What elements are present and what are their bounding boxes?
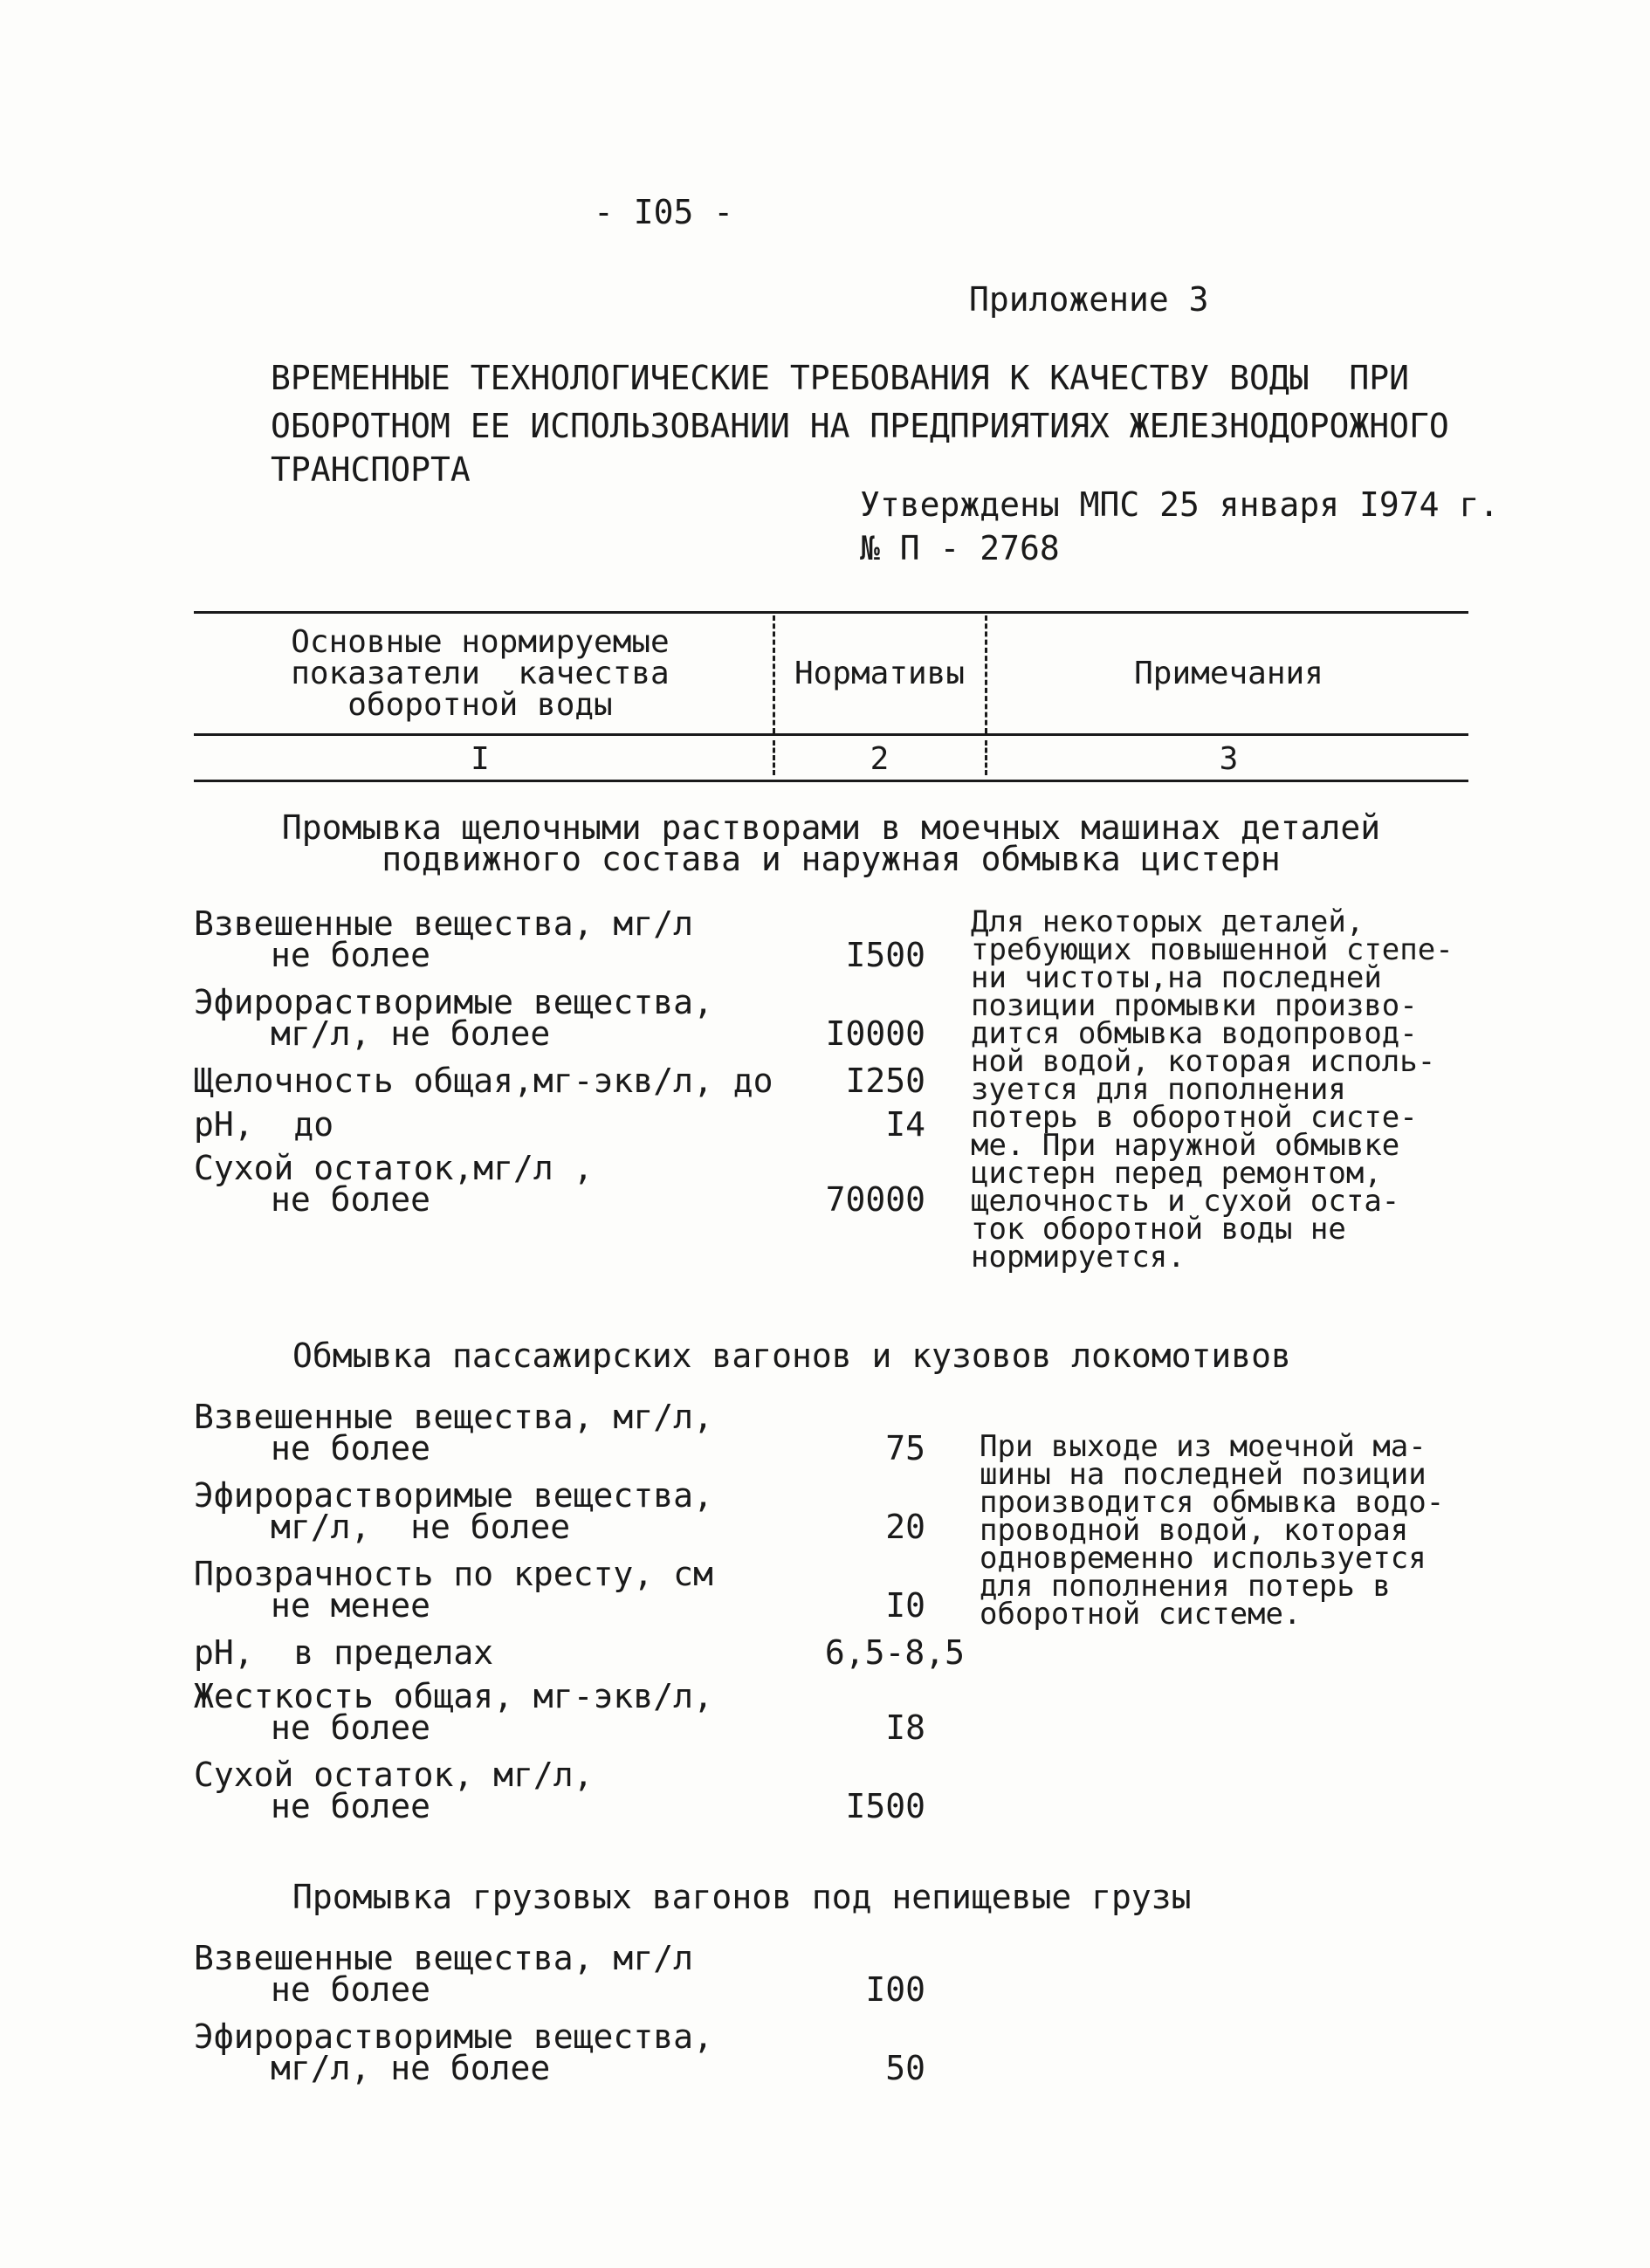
note-line: для пополнения потерь в [980,1569,1391,1604]
header-col1-line: оборотной воды [347,687,613,723]
row-label: Эфирорастворимые вещества, [194,1476,713,1515]
column-divider [985,740,987,775]
note-line: зуется для пополнения [971,1072,1346,1107]
title-line: ТРАНСПОРТА [271,450,471,489]
note-line: проводной водой, которая [980,1513,1409,1548]
note-line: нормируется. [971,1240,1186,1275]
row-value: 50 [885,2049,925,2087]
row-value: I4 [885,1105,925,1144]
row-value: I8 [885,1708,925,1747]
row-value: 20 [885,1508,925,1546]
note-line: оборотной системе. [980,1597,1302,1632]
row-value: 6,5-8,5 [824,1633,965,1672]
note-line: ной водой, которая исполь- [971,1044,1436,1079]
note-line: щелочность и сухой оста- [971,1184,1400,1219]
header-num1: I [471,741,490,777]
header-num3: 3 [1219,741,1239,777]
note-line: ни чистоты,на последней [971,960,1382,995]
note-line: производится обмывка водо- [980,1485,1445,1520]
note-line: ток оборотной воды не [971,1212,1346,1247]
row-label: не более [271,936,431,974]
row-label: Прозрачность по кресту, см [194,1555,713,1593]
note-line: требующих повышенной степе- [971,932,1454,967]
row-label: мг/л, не более [271,2049,551,2087]
header-bottom-rule [194,780,1468,782]
header-col1-line: показатели качества [291,656,670,691]
row-label: не более [271,1970,431,2009]
row-value: 70000 [825,1180,925,1219]
row-value: I250 [845,1062,925,1100]
row-label: не более [271,1708,431,1747]
note-line: потерь в оборотной систе- [971,1100,1418,1135]
header-col1-line: Основные нормируемые [291,624,670,660]
row-label: Эфирорастворимые вещества, [194,983,713,1021]
title-line: ВРЕМЕННЫЕ ТЕХНОЛОГИЧЕСКИЕ ТРЕБОВАНИЯ К КАЧЕСТВУ ВОДЫ ПРИ [271,359,1410,397]
column-divider [985,615,987,733]
appendix-label: Приложение 3 [969,280,1209,319]
approval-number: № П - 2768 [860,529,1060,567]
note-line: шины на последней позиции [980,1457,1427,1492]
row-label: Взвешенные вещества, мг/л [194,904,693,943]
note-line: ме. При наружной обмывке [971,1128,1400,1163]
header-top-rule [194,611,1468,614]
header-num2: 2 [870,741,890,777]
note-line: позиции промывки произво- [971,988,1418,1023]
row-label: не более [271,1429,431,1467]
header-col3: Примечания [1134,656,1323,691]
row-label: не более [271,1180,431,1219]
row-value: I0 [885,1586,925,1625]
row-value: I500 [845,1787,925,1825]
row-value: I0000 [825,1014,925,1053]
note-line: одновременно используется [980,1541,1427,1576]
section-heading: Промывка щелочными растворами в моечных машинах деталей [281,808,1381,847]
row-value: I00 [865,1970,925,2009]
section-note [971,904,1454,1275]
section-heading: подвижного состава и наружная обмывка цистерн [382,840,1281,878]
row-label: Сухой остаток,мг/л , [194,1149,594,1187]
note-line: Для некоторых деталей, [971,904,1365,939]
row-label: pH, в пределах [194,1633,494,1672]
row-value: 75 [885,1429,925,1467]
note-line: дится обмывка водопровод- [971,1016,1418,1051]
row-label: не менее [271,1586,431,1625]
row-label: Щелочность общая,мг-экв/л, до [194,1062,773,1100]
section-heading: Промывка грузовых вагонов под непищевые грузы [292,1878,1192,1916]
note-line: При выходе из моечной ма- [980,1429,1427,1464]
section-note [980,1429,1445,1632]
title-line: ОБОРОТНОМ ЕЕ ИСПОЛЬЗОВАНИИ НА ПРЕДПРИЯТИЯХ ЖЕЛЕЗНОДОРОЖНОГО [271,407,1449,445]
row-label: Эфирорастворимые вещества, [194,2017,713,2056]
header-mid-rule [194,733,1468,736]
row-label: pH, до [194,1105,334,1144]
column-divider [773,615,775,733]
row-label: Жесткость общая, мг-экв/л, [194,1677,713,1715]
row-label: Взвешенные вещества, мг/л, [194,1398,713,1436]
row-label: Сухой остаток, мг/л, [194,1756,594,1794]
row-label: мг/л, не более [271,1014,551,1053]
approval-line: Утверждены МПС 25 января I974 г. [860,485,1500,524]
row-value: I500 [845,936,925,974]
row-label: мг/л, не более [271,1508,571,1546]
column-divider [773,740,775,775]
row-label: Взвешенные вещества, мг/л [194,1939,693,1977]
section-heading: Обмывка пассажирских вагонов и кузовов локомотивов [292,1337,1291,1375]
page-number: - I05 - [594,193,734,231]
row-label: не более [271,1787,431,1825]
note-line: цистерн перед ремонтом, [971,1156,1382,1191]
header-col2: Нормативы [794,656,966,691]
